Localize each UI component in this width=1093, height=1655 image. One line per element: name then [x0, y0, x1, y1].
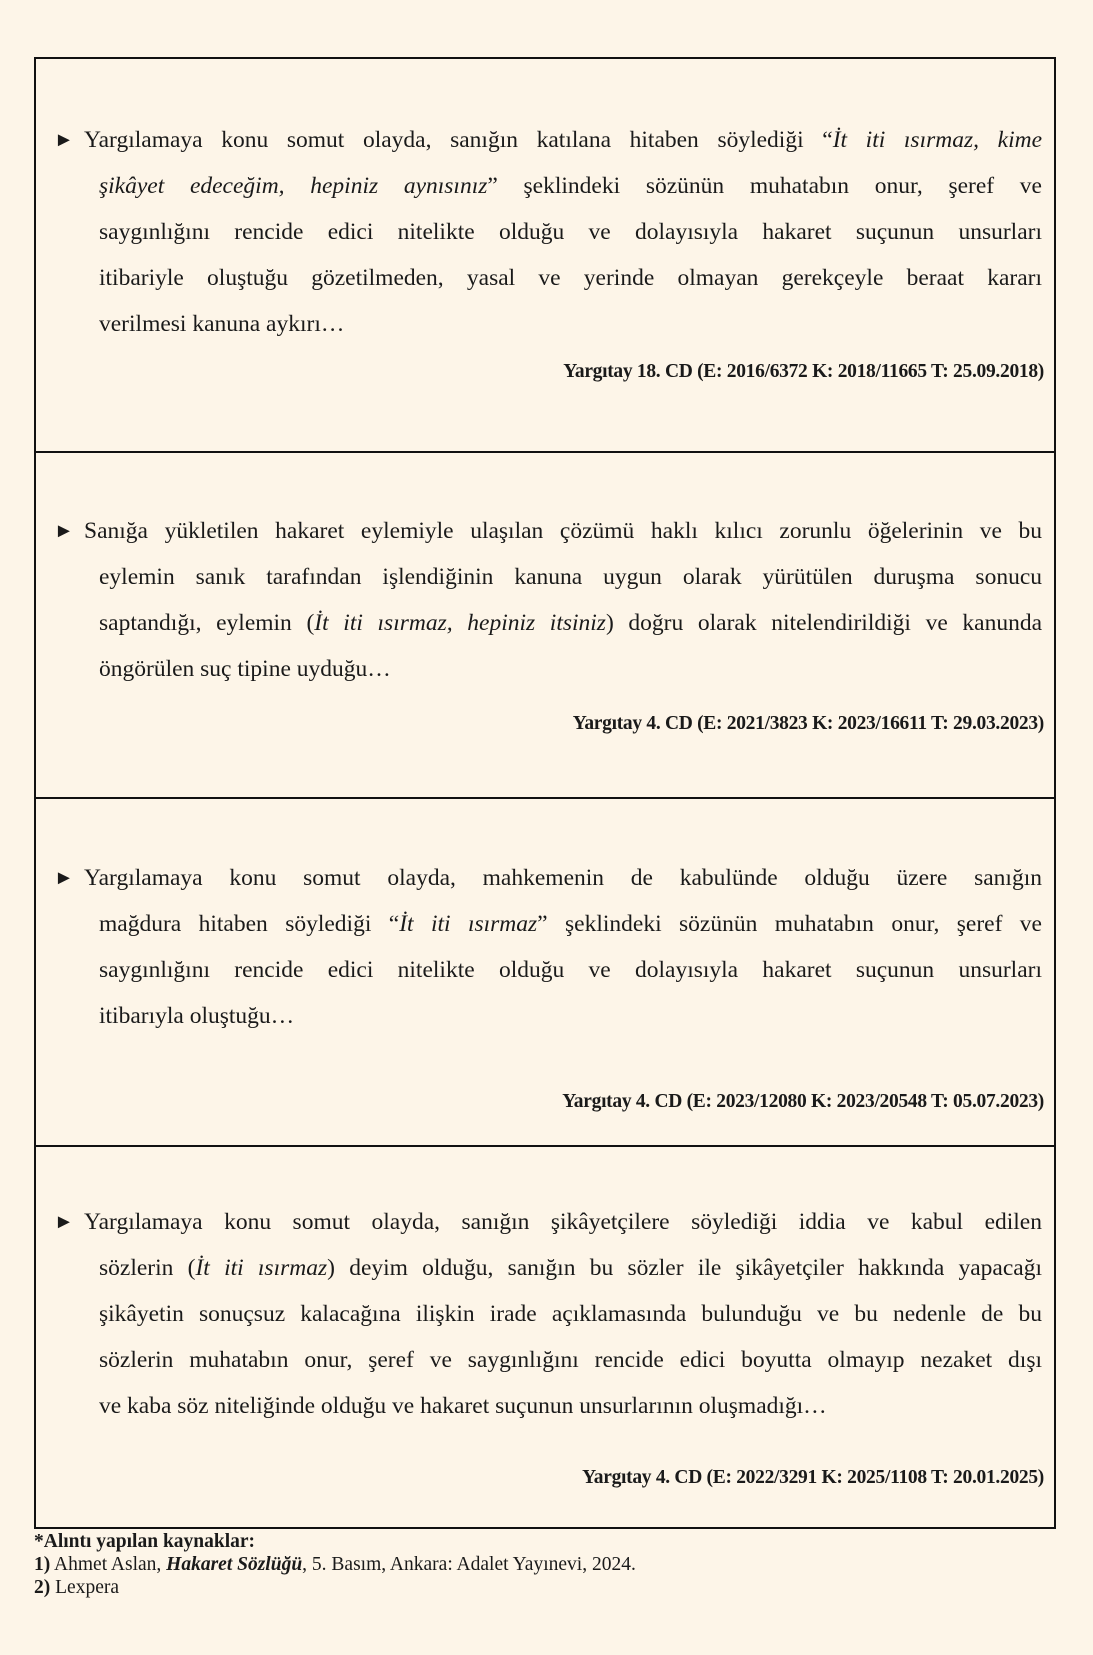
quote-text: ” şeklindeki sözünün muhatabın onur, şeref ve	[487, 173, 1042, 199]
ruling-citation: Yargıtay 4. CD (E: 2023/12080 K: 2023/20548 T: 05.07.2023)	[562, 1091, 1044, 1112]
quote-text: Yargılamaya konu somut olayda, sanığın şikâyetçilere söylediği iddia ve kabul edilen	[84, 1209, 1042, 1235]
rulings-table	[34, 57, 1056, 1529]
quoted-phrase: İt iti ısırmaz, hepiniz itsiniz	[314, 610, 606, 636]
source-text: , 5. Basım, Ankara: Adalet Yayınevi, 2024.	[302, 1554, 636, 1575]
quote-text: ve kaba söz niteliğinde olduğu ve hakaret suçunun unsurlarının oluşmadığı…	[99, 1393, 827, 1419]
quote-line	[54, 508, 1042, 554]
bullet-arrow-icon: ►	[54, 520, 74, 542]
quote-line	[54, 600, 1042, 646]
quote-line	[54, 1245, 1042, 1291]
sources-heading: *Alıntı yapılan kaynaklar:	[34, 1531, 256, 1552]
quote-line	[54, 1383, 1042, 1429]
quote-line	[54, 947, 1042, 993]
source-number: 1)	[34, 1554, 51, 1575]
ruling-quote	[54, 855, 1042, 1039]
quote-line	[54, 1291, 1042, 1337]
quoted-phrase: İt iti ısırmaz, kime	[832, 127, 1042, 153]
ruling-cell	[36, 59, 1054, 453]
quote-text: mağdura hitaben söylediği “	[99, 911, 400, 937]
source-item	[34, 1576, 636, 1599]
quoted-phrase: İt iti ısırmaz	[195, 1255, 328, 1281]
quote-text: Yargılamaya konu somut olayda, mahkemenin de kabulünde olduğu üzere sanığın	[84, 865, 1042, 891]
sources-block	[34, 1530, 636, 1599]
quote-line	[54, 901, 1042, 947]
source-item	[34, 1553, 636, 1576]
ruling-cell	[36, 453, 1054, 799]
quote-text: sözlerin (	[99, 1255, 196, 1281]
quote-line	[54, 301, 1042, 347]
quote-text: saygınlığını rencide edici nitelikte olduğu ve dolayısıyla hakaret suçunun unsurları	[99, 957, 1042, 983]
bullet-arrow-icon: ►	[54, 129, 74, 151]
quote-text: ) doğru olarak nitelendirildiği ve kanunda	[605, 610, 1043, 636]
quote-text: şikâyetin sonuçsuz kalacağına ilişkin irade açıklamasında bulunduğu ve bu nedenle de bu	[99, 1301, 1042, 1327]
quote-text: sözlerin muhatabın onur, şeref ve saygınlığını rencide edici boyutta olmayıp nezaket dışı	[99, 1347, 1042, 1373]
ruling-cell	[36, 1147, 1054, 1529]
quote-text: ) deyim olduğu, sanığın bu sözler ile şikâyetçiler hakkında yapacağı	[327, 1255, 1042, 1281]
source-text: Lexpera	[50, 1577, 119, 1598]
quote-text: Sanığa yükletilen hakaret eylemiyle ulaşılan çözümü haklı kılıcı zorunlu öğelerinin ve bu	[84, 518, 1042, 544]
ruling-citation: Yargıtay 4. CD (E: 2022/3291 K: 2025/1108 T: 20.01.2025)	[582, 1467, 1044, 1488]
quote-line	[54, 1199, 1042, 1245]
quote-text: Yargılamaya konu somut olayda, sanığın katılana hitaben söylediği “	[84, 127, 833, 153]
ruling-citation: Yargıtay 18. CD (E: 2016/6372 K: 2018/11665 T: 25.09.2018)	[563, 361, 1044, 382]
quote-line	[54, 209, 1042, 255]
quote-line	[54, 993, 1042, 1039]
quote-line	[54, 646, 1042, 692]
source-text: Ahmet Aslan,	[50, 1554, 167, 1575]
quote-line	[54, 1337, 1042, 1383]
ruling-cell	[36, 799, 1054, 1147]
quote-line	[54, 255, 1042, 301]
bullet-arrow-icon: ►	[54, 867, 74, 889]
quoted-phrase: şikâyet edeceğim, hepiniz aynısınız	[99, 173, 488, 199]
quote-line	[54, 554, 1042, 600]
quote-text: saygınlığını rencide edici nitelikte olduğu ve dolayısıyla hakaret suçunun unsurları	[99, 219, 1042, 245]
quote-text: itibarıyla oluştuğu…	[99, 1003, 295, 1029]
quote-line	[54, 163, 1042, 209]
bullet-arrow-icon: ►	[54, 1211, 74, 1233]
quote-text: saptandığı, eylemin (	[99, 610, 315, 636]
quote-text: eylemin sanık tarafından işlendiğinin kanuna uygun olarak yürütülen duruşma sonucu	[99, 564, 1042, 590]
quote-text: verilmesi kanuna aykırı…	[99, 311, 345, 337]
ruling-citation: Yargıtay 4. CD (E: 2021/3823 K: 2023/16611 T: 29.03.2023)	[572, 713, 1044, 734]
ruling-quote	[54, 1199, 1042, 1429]
quote-line	[54, 855, 1042, 901]
quote-text: ” şeklindeki sözünün muhatabın onur, şeref ve	[537, 911, 1042, 937]
quote-text: itibariyle oluştuğu gözetilmeden, yasal ve yerinde olmayan gerekçeyle beraat kararı	[99, 265, 1042, 291]
quote-line	[54, 117, 1042, 163]
source-title: Hakaret Sözlüğü	[166, 1554, 303, 1575]
ruling-quote	[54, 117, 1042, 347]
quote-text: öngörülen suç tipine uyduğu…	[99, 656, 391, 682]
quoted-phrase: İt iti ısırmaz	[399, 911, 538, 937]
ruling-quote	[54, 508, 1042, 692]
source-number: 2)	[34, 1577, 51, 1598]
